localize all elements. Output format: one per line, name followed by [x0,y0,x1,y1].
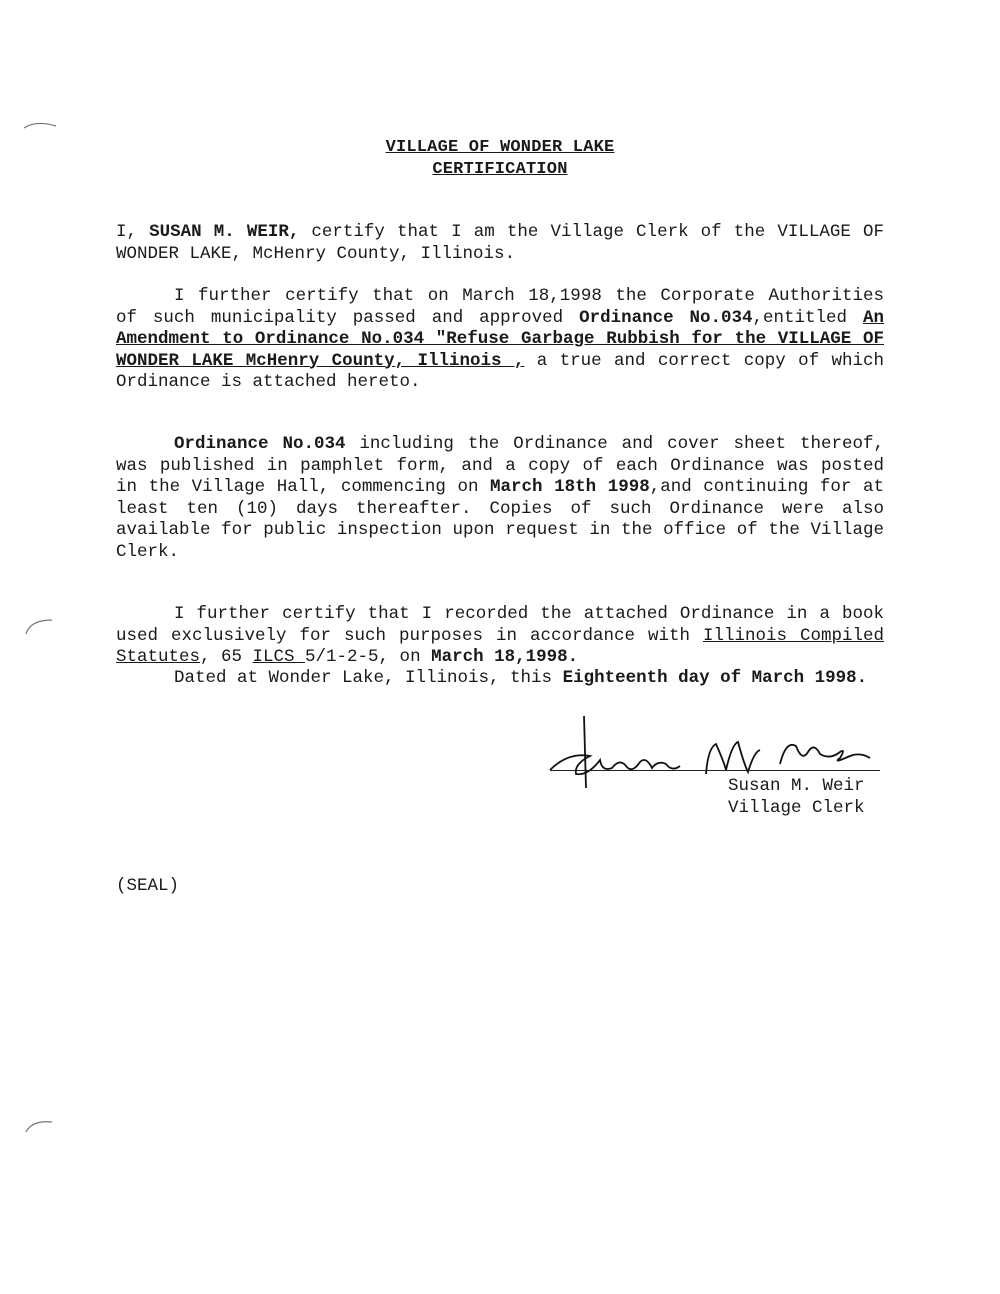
p5-text-a: Dated at Wonder Lake, Illinois, this [174,668,563,688]
ordinance-title: An Amendment to Ordinance No.034 "Refuse Garbage Rubbish for the VILLAGE OF WONDER LAKE McHenry County, Illinois , [116,307,884,371]
p3-text-a: including the Ordinance and cover sheet thereof, was published in pamphlet form, and a copy of each Ordinance was posted in the Village Hall, commencing on [116,434,884,497]
statutes-reference: Illinois Compiled Statutes [116,625,884,667]
paragraph-recorded [116,604,884,669]
p5-text-b: . [856,668,868,688]
punch-mark-middle [22,614,58,638]
p1-text-a: I, [116,222,150,242]
paragraph-dated [116,668,884,690]
signer-name: Susan M. Weir [728,776,865,796]
paragraph-clerk-identity [116,222,884,265]
paragraph-ordinance-passed [116,286,884,394]
seal-placeholder: (SEAL) [116,876,180,896]
clerk-name: SUSAN M. WEIR, [149,222,300,242]
paragraph-publication [116,434,884,563]
p2-text-a: I further certify that on March 18,1998 the Corporate Authorities of such municipality passed and approved [116,286,884,328]
recorded-date: March 18,1998. [431,647,579,667]
signer-title: Village Clerk [728,798,865,818]
punch-mark-top [22,118,58,134]
heading-certification: CERTIFICATION [432,160,568,179]
p4-text-b: , 65 [200,647,253,667]
p2-text-c: a true and correct copy of which Ordinance is attached hereto. [116,350,884,392]
p3-text-b: ,and continuing for at least ten (10) days thereafter. Copies of such Ordinance were also available for public inspection upon request in the office of the Village Clerk. [116,477,884,562]
heading-village: VILLAGE OF WONDER LAKE [385,138,615,157]
p4-text-a: I further certify that I recorded the attached Ordinance in a book used exclusively for such purposes in accordance with [116,604,884,646]
signature-line [550,770,880,771]
signature-block [540,712,890,822]
ilcs-reference: ILCS [252,647,306,667]
ordinance-number: Ordinance No.034 [579,307,753,328]
p2-text-b: ,entitled [752,307,863,328]
p1-text-b: certify that I am the Village Clerk of the VILLAGE OF WONDER LAKE, McHenry County, Illinois. [116,222,884,264]
posting-date: March 18th 1998 [490,477,650,497]
p4-text-c: 5/1-2-5, on [305,647,432,667]
punch-mark-bottom [22,1116,58,1136]
ordinance-number-2: Ordinance No.034 [174,434,346,454]
dated-day: Eighteenth day of March 1998 [562,668,857,688]
